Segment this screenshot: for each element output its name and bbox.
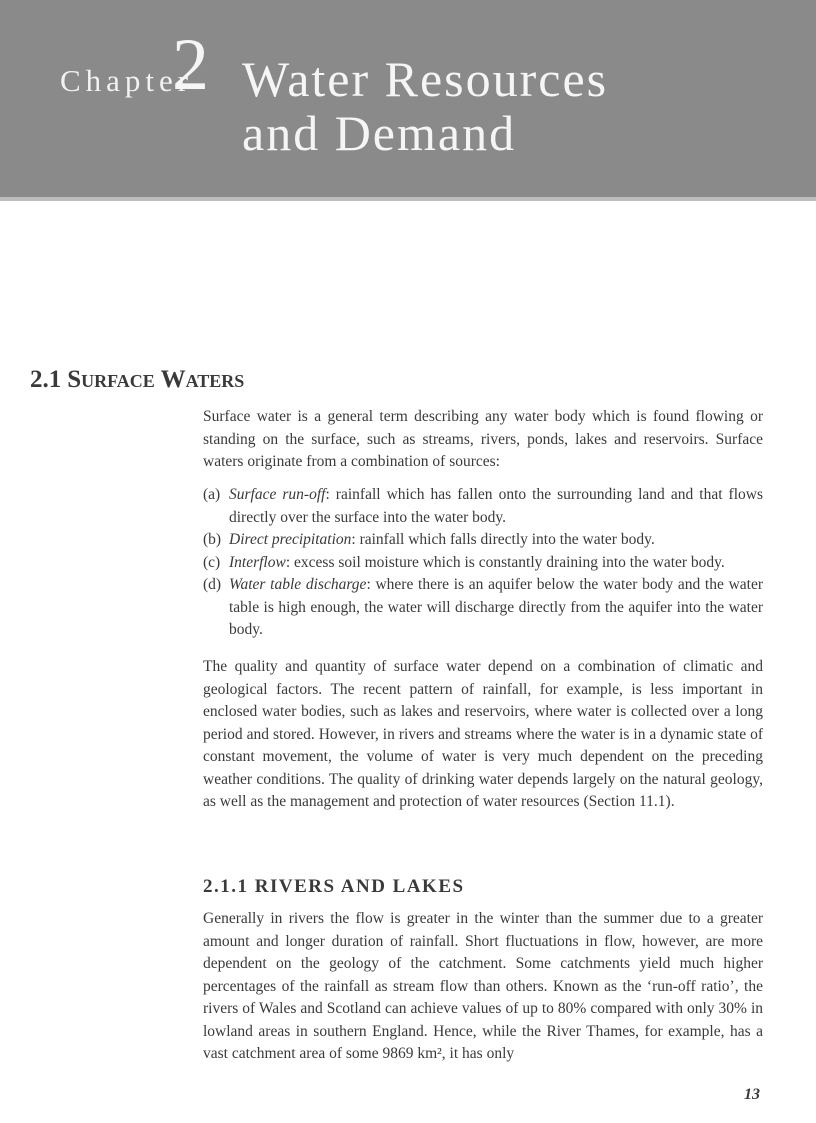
rivers-paragraph-tail: it has only (445, 1045, 515, 1062)
chapter-title-line-2: and Demand (242, 105, 517, 161)
list-item (203, 552, 763, 575)
list-marker: (a) (203, 486, 221, 503)
intro-paragraph: Surface water is a general term describing any water body which is found flowing or standing on the surface, such as streams, rivers, ponds, lakes and reservoirs. Surface waters originate from a combination of sources: (203, 408, 763, 470)
list-text: : rainfall which has fallen onto the surrounding land and that flows directly over the surface into the water body. (229, 486, 763, 526)
chapter-number: 2 (172, 24, 209, 106)
quality-paragraph: The quality and quantity of surface water depend on a combination of climatic and geological factors. The recent pattern of rainfall, for example, is less important in enclosed water bodies, such as lakes and reservoirs, where water is collected over a long period and stored. However, in rivers and streams where the water is in a dynamic state of constant movement, the volume of water is very much dependent on the preceding weather conditions. The quality of drinking water depends largely on the natural geology, as well as the management and protection of water resources (Section 11.1). (203, 658, 763, 810)
section-title: Surface Waters (67, 366, 245, 393)
list-text: : where there is an aquifer below the water body and the water table is high enough, the water will discharge directly from the aquifer into the water body. (229, 576, 763, 638)
banner-divider (0, 197, 816, 201)
rivers-paragraph-body: Generally in rivers the flow is greater in the winter than the summer due to a greater amount and longer duration of rainfall. Short fluctuations in flow, however, are more dependent on the geology of the catchment. Some catchments yield much higher percentages of the rainfall as stream flow than others. Known as the ‘run-off ratio’, the rivers of Wales and Scotland can achieve values of up to 80% compared with only 30% in lowland areas in southern England. Hence, while the River Thames, for example, has a vast catchment area of some 9869 km², (203, 910, 763, 1062)
list-term: Surface run-off (229, 486, 326, 503)
chapter-label: Chapter (60, 63, 194, 98)
sources-list (203, 484, 763, 642)
list-marker: (c) (203, 553, 221, 571)
subsection-heading: 2.1.1 RIVERS AND LAKES (203, 876, 465, 897)
page-number: 13 (744, 1086, 760, 1103)
list-term: Interflow (229, 553, 286, 571)
list-text: : rainfall which falls directly into the water body. (351, 531, 655, 548)
list-item (203, 484, 763, 529)
list-item (203, 529, 763, 552)
list-text: : excess soil moisture which is constantly draining into the water body. (285, 553, 725, 571)
section-number: 2.1 (30, 366, 62, 393)
list-term: Water table discharge (229, 576, 367, 593)
list-term: Direct precipitation (229, 531, 352, 548)
section-heading (30, 366, 244, 394)
list-item (203, 574, 763, 642)
rivers-paragraph (203, 908, 763, 1066)
chapter-title (242, 52, 608, 160)
list-marker: (b) (203, 531, 222, 548)
list-marker: (d) (203, 576, 222, 593)
chapter-title-line-1: Water Resources (242, 51, 609, 107)
